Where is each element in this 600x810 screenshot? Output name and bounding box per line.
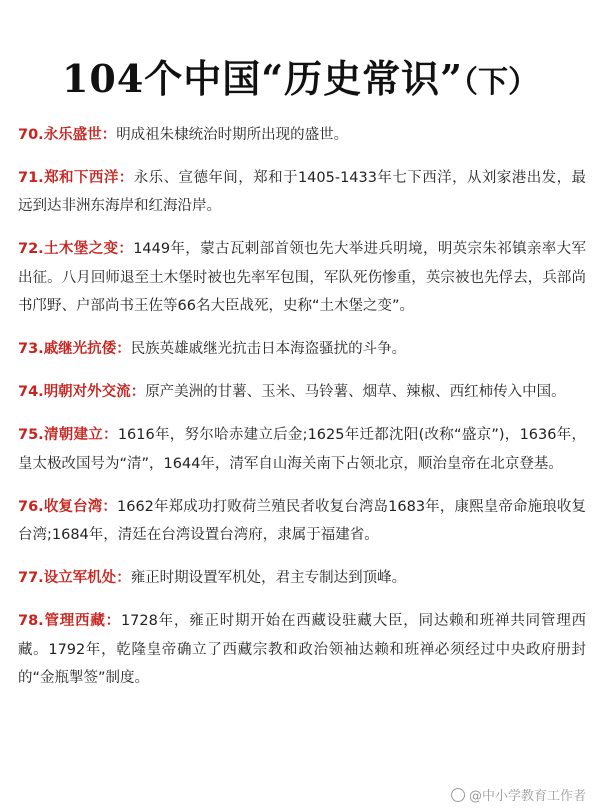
item-topic: 明朝对外交流: [43, 384, 131, 400]
item-topic: 永乐盛世: [43, 126, 102, 143]
list-item: [18, 235, 586, 321]
item-number: 74.: [18, 384, 44, 400]
item-topic: 土木堡之变: [43, 241, 119, 257]
item-text: 1616年，努尔哈赤建立后金;1625年迁都沈阳(改称“盛京”)，1636年，皇太极改国号为“清”，1644年，清军自山海关南下占领北京，顺治皇帝在北京登基。: [18, 427, 587, 472]
list-item: [18, 335, 586, 364]
item-topic: 管理西藏: [43, 613, 106, 629]
item-topic: 设立军机处: [43, 570, 117, 586]
item-colon: ：: [118, 169, 134, 186]
item-number: 71.: [18, 169, 44, 186]
item-colon: ：: [101, 126, 117, 143]
item-colon: ：: [103, 427, 118, 443]
item-colon: ：: [102, 498, 117, 515]
list-item: [18, 121, 586, 150]
item-topic: 清朝建立: [43, 427, 104, 443]
item-topic: 戚继光抗倭: [43, 341, 117, 357]
item-number: 72.: [18, 241, 44, 257]
item-colon: ：: [116, 570, 131, 586]
item-text: 雍正时期设置军机处，君主专制达到顶峰。: [130, 570, 407, 586]
watermark: [451, 785, 586, 804]
item-colon: ：: [130, 384, 146, 400]
item-colon: ：: [118, 241, 134, 257]
list-item: [18, 564, 586, 593]
title-main: 104个中国“历史常识”: [61, 56, 464, 102]
item-text: 1449年，蒙古瓦剌部首领也先大举进兵明境，明英宗朱祁镇亲率大军出征。八月回师退至土木堡时被也先率军包围，军队死伤惨重，英宗被也先俘去，兵部尚书邝野、户部尚书王佐等66名大臣战死，史称“土木堡之变”。: [18, 241, 587, 314]
item-text: 原产美洲的甘薯、玉米、马铃薯、烟草、辣椒、西红柿传入中国。: [145, 384, 566, 400]
item-number: 75.: [18, 427, 44, 443]
item-text: 永乐、宣德年间，郑和于1405-1433年七下西洋，从刘家港出发，最远到达非洲东海岸和红海沿岸。: [18, 169, 587, 214]
page-title: [0, 53, 600, 109]
list-item: [18, 607, 586, 693]
item-colon: ：: [105, 613, 121, 629]
item-text: 民族英雄戚继光抗击日本海盗骚扰的斗争。: [130, 341, 407, 357]
weibo-icon: [451, 788, 465, 802]
item-text: 1728年，雍正时期开始在西藏设驻藏大臣，同达赖和班禅共同管理西藏。1792年，乾隆皇帝确立了西藏宗教和政治领袖达赖和班禅必须经过中央政府册封的“金瓶掣签”制度。: [18, 613, 587, 686]
item-topic: 收复台湾: [43, 498, 103, 515]
item-number: 70.: [18, 126, 44, 143]
item-number: 77.: [18, 570, 44, 586]
item-colon: ：: [116, 341, 131, 357]
watermark-text: @中小学教育工作者: [468, 789, 586, 804]
list-item: [18, 493, 586, 550]
item-text: 1662年郑成功打败荷兰殖民者收复台湾岛1683年，康熙皇帝命施琅收复台湾;1684年，清廷在台湾设置台湾府，隶属于福建省。: [18, 498, 587, 543]
title-part: （下）: [463, 65, 539, 101]
list-item: [18, 421, 586, 478]
list-item: [18, 164, 586, 221]
item-topic: 郑和下西洋: [43, 169, 119, 186]
list-item: [18, 378, 586, 407]
history-list: [18, 106, 586, 697]
item-text: 明成祖朱棣统治时期所出现的盛世。: [116, 126, 349, 143]
item-number: 73.: [18, 341, 44, 357]
item-number: 76.: [18, 498, 44, 515]
item-number: 78.: [18, 613, 44, 629]
